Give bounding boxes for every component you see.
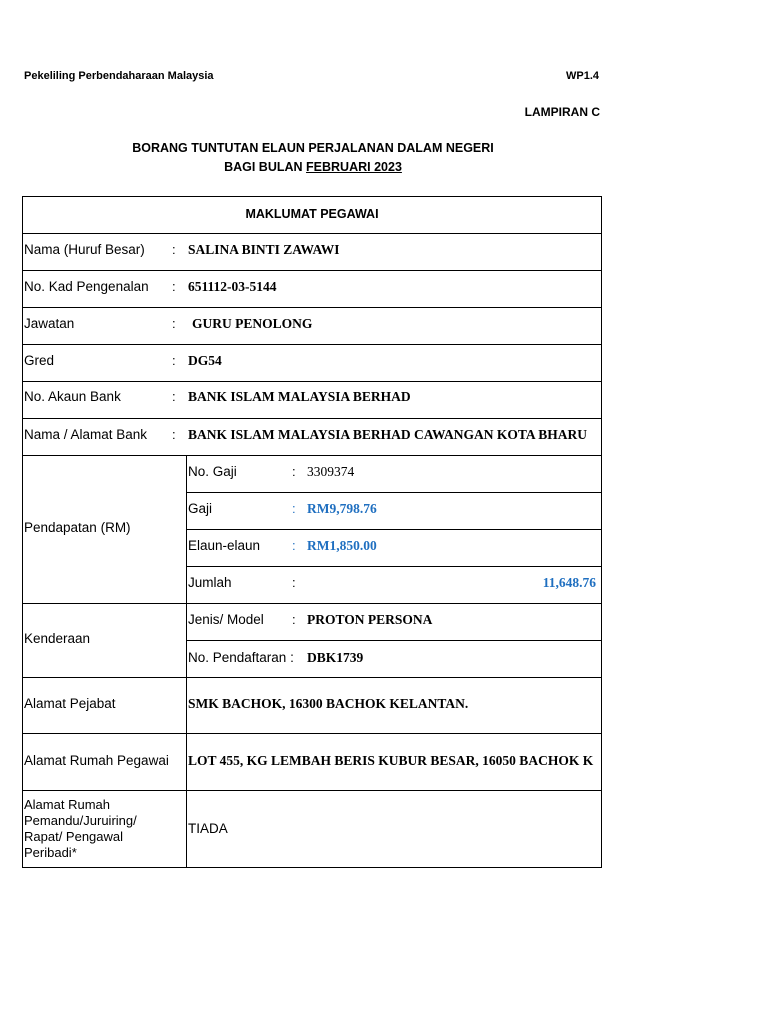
form-code: WP1.4 xyxy=(565,70,599,82)
home-address-value: LOT 455, KG LEMBAH BERIS KUBUR BESAR, 16050 BACHOK K xyxy=(188,753,594,768)
driver-address-value: TIADA xyxy=(188,821,228,836)
separator: : xyxy=(292,501,296,516)
row-divider xyxy=(186,566,602,567)
separator: : xyxy=(172,316,176,331)
appendix-label: LAMPIRAN C xyxy=(524,105,600,119)
row-divider xyxy=(22,344,602,345)
name-label: Nama (Huruf Besar) xyxy=(24,242,145,257)
separator: : xyxy=(292,538,296,553)
office-address-label: Alamat Pejabat xyxy=(24,696,116,711)
separator: : xyxy=(292,464,296,479)
salary-number-label: No. Gaji xyxy=(188,464,237,479)
position-label: Jawatan xyxy=(24,316,75,331)
registration-label: No. Pendaftaran : xyxy=(188,650,294,665)
row-divider xyxy=(22,790,602,791)
row-divider xyxy=(22,233,602,234)
bank-address-label: Nama / Alamat Bank xyxy=(24,427,148,442)
table-border xyxy=(22,867,602,868)
officer-info-table xyxy=(22,196,602,868)
grade-value: DG54 xyxy=(188,353,222,368)
income-label: Pendapatan (RM) xyxy=(24,520,131,535)
row-divider xyxy=(22,603,602,604)
vehicle-label: Kenderaan xyxy=(24,631,91,646)
row-divider xyxy=(186,492,602,493)
row-divider xyxy=(22,677,602,678)
row-divider xyxy=(22,733,602,734)
row-divider xyxy=(22,307,602,308)
office-address-value: SMK BACHOK, 16300 BACHOK KELANTAN. xyxy=(188,696,469,711)
form-subtitle xyxy=(24,160,602,174)
row-divider xyxy=(22,455,602,456)
separator: : xyxy=(172,427,176,442)
ic-label: No. Kad Pengenalan xyxy=(24,279,149,294)
separator: : xyxy=(292,612,296,627)
driver-address-label-line: Rapat/ Pengawal xyxy=(24,829,124,844)
separator: : xyxy=(172,389,176,404)
grade-label: Gred xyxy=(24,353,55,368)
salary-value: RM9,798.76 xyxy=(307,501,377,516)
total-label: Jumlah xyxy=(188,575,232,590)
table-border xyxy=(22,196,602,197)
driver-address-label xyxy=(24,797,184,861)
bank-account-value: BANK ISLAM MALAYSIA BERHAD xyxy=(188,389,411,404)
driver-address-label-line: Peribadi* xyxy=(24,845,77,860)
month-prefix: BAGI BULAN xyxy=(224,160,307,174)
row-divider xyxy=(22,270,602,271)
table-border xyxy=(22,196,23,868)
registration-value: DBK1739 xyxy=(307,650,364,665)
separator: : xyxy=(172,353,176,368)
driver-address-label-line: Alamat Rumah xyxy=(24,797,110,812)
vehicle-model-label: Jenis/ Model xyxy=(188,612,264,627)
row-divider xyxy=(22,418,602,419)
row-divider xyxy=(22,381,602,382)
salary-label: Gaji xyxy=(188,501,213,516)
separator: : xyxy=(172,279,176,294)
claim-month: FEBRUARI 2023 xyxy=(306,160,402,174)
bank-account-label: No. Akaun Bank xyxy=(24,389,121,404)
salary-number-value: 3309374 xyxy=(307,464,355,479)
home-address-label: Alamat Rumah Pegawai xyxy=(24,753,169,768)
circular-reference: Pekeliling Perbendaharaan Malaysia xyxy=(24,70,214,82)
section-title: MAKLUMAT PEGAWAI xyxy=(245,207,379,221)
form-title: BORANG TUNTUTAN ELAUN PERJALANAN DALAM NEGERI xyxy=(132,141,494,155)
allowance-label: Elaun-elaun xyxy=(188,538,261,553)
allowance-value: RM1,850.00 xyxy=(307,538,377,553)
separator: : xyxy=(292,575,296,590)
row-divider xyxy=(186,640,602,641)
driver-address-label-line: Pemandu/Juruiring/ xyxy=(24,813,137,828)
row-divider xyxy=(186,529,602,530)
bank-address-value: BANK ISLAM MALAYSIA BERHAD CAWANGAN KOTA BHARU xyxy=(188,427,588,442)
table-border xyxy=(601,196,602,868)
name-value: SALINA BINTI ZAWAWI xyxy=(188,242,340,257)
position-value: GURU PENOLONG xyxy=(192,316,313,331)
separator: : xyxy=(172,242,176,257)
total-value: 11,648.76 xyxy=(542,575,596,590)
column-divider xyxy=(186,455,187,868)
vehicle-model-value: PROTON PERSONA xyxy=(307,612,433,627)
ic-value: 651112-03-5144 xyxy=(188,279,277,294)
